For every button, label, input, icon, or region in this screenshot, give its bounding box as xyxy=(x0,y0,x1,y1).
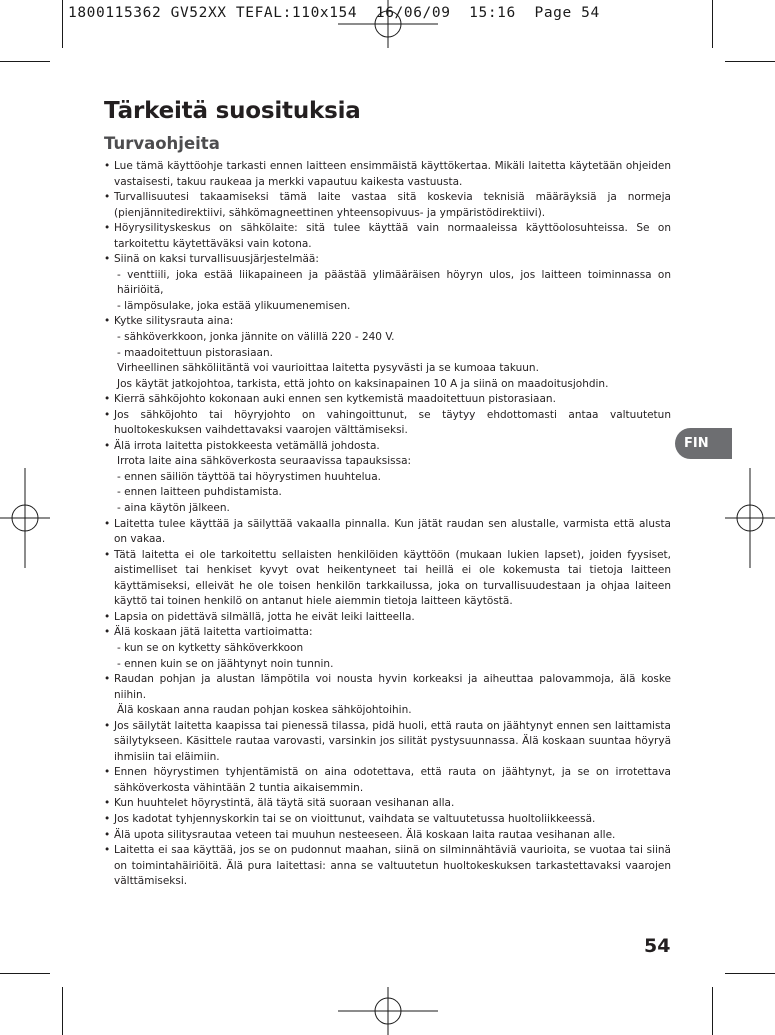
list-item xyxy=(104,439,671,517)
list-item-text: Lue tämä käyttöohje tarkasti ennen laitteen ensimmäistä käyttökertaa. Mikäli laitetta käytetään ohjeiden vastaisesti, takuu raukeaa ja merkki vapautuu kaikesta vastuusta. xyxy=(114,160,671,188)
list-subitem: - ennen kuin se on jäähtynyt noin tunnin. xyxy=(117,657,334,670)
list-item xyxy=(104,159,671,190)
list-item-text: Älä koskaan jätä laitetta vartioimatta: xyxy=(114,626,313,639)
list-item xyxy=(104,548,671,610)
list-subitem: Virheellinen sähköliitäntä voi vaurioittaa laitetta pysyvästi ja se kumoaa takuun. xyxy=(117,362,539,375)
crop-mark-bottom-right-horizontal xyxy=(725,973,775,974)
section-subtitle: Turvaohjeita xyxy=(104,134,220,153)
list-subitem: - aina käytön jälkeen. xyxy=(117,502,230,515)
list-item xyxy=(104,252,671,314)
list-subitem: Jos käytät jatkojohtoa, tarkista, että johto on kaksinapainen 10 A ja siinä on maadoitusjohdin. xyxy=(117,377,609,390)
page-title: Tärkeitä suosituksia xyxy=(104,98,361,124)
list-item xyxy=(104,517,671,548)
safety-instructions xyxy=(104,159,671,890)
crop-mark-bottom-left-horizontal xyxy=(0,973,50,974)
print-header: 1800115362 GV52XX TEFAL:110x154 16/06/09 15:16 Page 54 xyxy=(68,5,600,21)
registration-mark-top-icon xyxy=(338,0,438,48)
list-item-text: Turvallisuutesi takaamiseksi tämä laite vastaa sitä koskevia teknisiä määräyksiä ja normeja (pienjännitedirektiivi, sähkömagneettinen yhteensopivuus- ja ympäristödirektiivi). xyxy=(114,191,671,219)
registration-mark-right-icon xyxy=(725,468,775,568)
list-item-text: Kun huuhtelet höyrystintä, älä täytä sitä suoraan vesihanan alla. xyxy=(114,797,455,810)
list-subitem: - kun se on kytketty sähköverkkoon xyxy=(117,641,304,654)
list-item xyxy=(104,610,671,626)
list-item-text: Höyrysilityskeskus on sähkölaite: sitä tulee käyttää vain normaaleissa käyttöolosuhteissa. Se on tarkoitettu käytettäväksi vain kotona. xyxy=(114,222,671,250)
list-item-text: Raudan pohjan ja alustan lämpötila voi nousta hyvin korkeaksi ja aiheuttaa palovammoja, älä koske niihin. xyxy=(114,673,671,701)
list-item-text: Siinä on kaksi turvallisuusjärjestelmää: xyxy=(114,253,319,266)
list-item xyxy=(104,672,671,719)
list-item-text: Tätä laitetta ei ole tarkoitettu sellaisten henkilöiden käyttöön (mukaan lukien lapset), joiden fyysiset, aistimelliset tai henkiset kyvyt ovat heikentyneet tai heillä ei ole kokemusta tai tietoja laitteen käyttämiseksi, elleivät he ole toisen henkilön tarkkailussa, joka on turvallisuudestaan ja ohjaa laiteen käyttö tai toinen henkilö on antanut hiele aiemmin tietoja laitteen käytöstä. xyxy=(114,548,671,608)
crop-mark-bottom-right-vertical xyxy=(712,987,713,1035)
list-item-text: Älä irrota laitetta pistokkeesta vetämällä johdosta. xyxy=(114,439,380,452)
list-subitem: - lämpösulake, joka estää ylikuumenemisen. xyxy=(117,299,351,312)
list-item xyxy=(104,408,671,439)
list-subitem: - ennen säiliön täyttöä tai höyrystimen huuhtelua. xyxy=(117,470,381,483)
list-item-text: Laitetta ei saa käyttää, jos se on pudonnut maahan, siinä on silminnähtäviä vaurioita, se vuotaa tai siinä on toimintahäiriöitä. Älä pura laitettasi: anna se valtuutetun huoltokeskuksen tarkastettavaksi vaarojen välttämiseksi. xyxy=(114,844,671,888)
registration-mark-bottom-icon xyxy=(338,987,438,1035)
safety-list xyxy=(104,159,671,890)
list-subitem: Älä koskaan anna raudan pohjan koskea sähköjohtoihin. xyxy=(117,704,412,717)
list-subitem: - maadoitettuun pistorasiaan. xyxy=(117,346,273,359)
crop-mark-bottom-left-vertical xyxy=(62,987,63,1035)
language-tab: FIN xyxy=(675,428,732,459)
crop-mark-top-right-vertical xyxy=(712,0,713,48)
crop-mark-top-left-vertical xyxy=(62,0,63,48)
list-item-text: Laitetta tulee käyttää ja säilyttää vakaalla pinnalla. Kun jätät raudan sen alustalle, varmista että alusta on vakaa. xyxy=(114,517,671,546)
list-subitem: - sähköverkkoon, jonka jännite on välillä 220 - 240 V. xyxy=(117,331,395,344)
list-item-text: Kierrä sähköjohto kokonaan auki ennen sen kytkemistä maadoitettuun pistorasiaan. xyxy=(114,393,556,406)
list-subitem: - venttiili, joka estää liikapaineen ja päästää ylimääräisen höyryn ulos, jos laitteen toiminnassa on häiriöitä, xyxy=(117,268,671,297)
list-item-text: Jos säilytät laitetta kaapissa tai pienessä tilassa, pidä huoli, että rauta on jäähtynyt ennen sen laittamista säilytykseen. Käsittele rautaa varovasti, varsinkin jos silität pystysuunnassa. Älä koskaan suuntaa höyryä ihmisiin tai eläimiin. xyxy=(114,719,671,763)
list-subitem: - ennen laitteen puhdistamista. xyxy=(117,486,282,499)
page-number: 54 xyxy=(644,935,671,957)
list-item xyxy=(104,828,671,844)
list-item xyxy=(104,221,671,252)
list-item xyxy=(104,314,671,392)
list-subitem: Irrota laite aina sähköverkosta seuraavissa tapauksissa: xyxy=(117,455,412,468)
list-item-text: Lapsia on pidettävä silmällä, jotta he eivät leiki laitteella. xyxy=(114,610,415,623)
list-item-text: Jos sähköjohto tai höyryjohto on vahingoittunut, se täytyy ehdottomasti antaa valtuutetun huoltokeskuksen vaihdettavaksi vaarojen välttämiseksi. xyxy=(114,408,671,437)
list-item-text: Ennen höyrystimen tyhjentämistä on aina odotettava, että rauta on jäähtynyt, ja se on irrotettava sähköverkosta vähintään 2 tuntia aikaisemmin. xyxy=(114,766,671,794)
list-item xyxy=(104,190,671,221)
list-item-text: Älä upota silitysrautaa veteen tai muuhun nesteeseen. Älä koskaan laita rautaa vesihanan alle. xyxy=(114,828,616,841)
list-item xyxy=(104,625,671,672)
crop-mark-top-right-horizontal xyxy=(725,61,775,62)
list-item xyxy=(104,796,671,812)
crop-mark-top-left-horizontal xyxy=(0,61,50,62)
list-item-text: Jos kadotat tyhjennyskorkin tai se on vioittunut, vaihdata se valtuutetussa huoltoliikkeessä. xyxy=(114,812,596,825)
list-item xyxy=(104,392,671,408)
list-item xyxy=(104,812,671,828)
list-item xyxy=(104,719,671,766)
registration-mark-left-icon xyxy=(0,468,50,568)
list-item-text: Kytke silitysrauta aina: xyxy=(114,315,234,328)
list-item xyxy=(104,843,671,890)
list-item xyxy=(104,765,671,796)
